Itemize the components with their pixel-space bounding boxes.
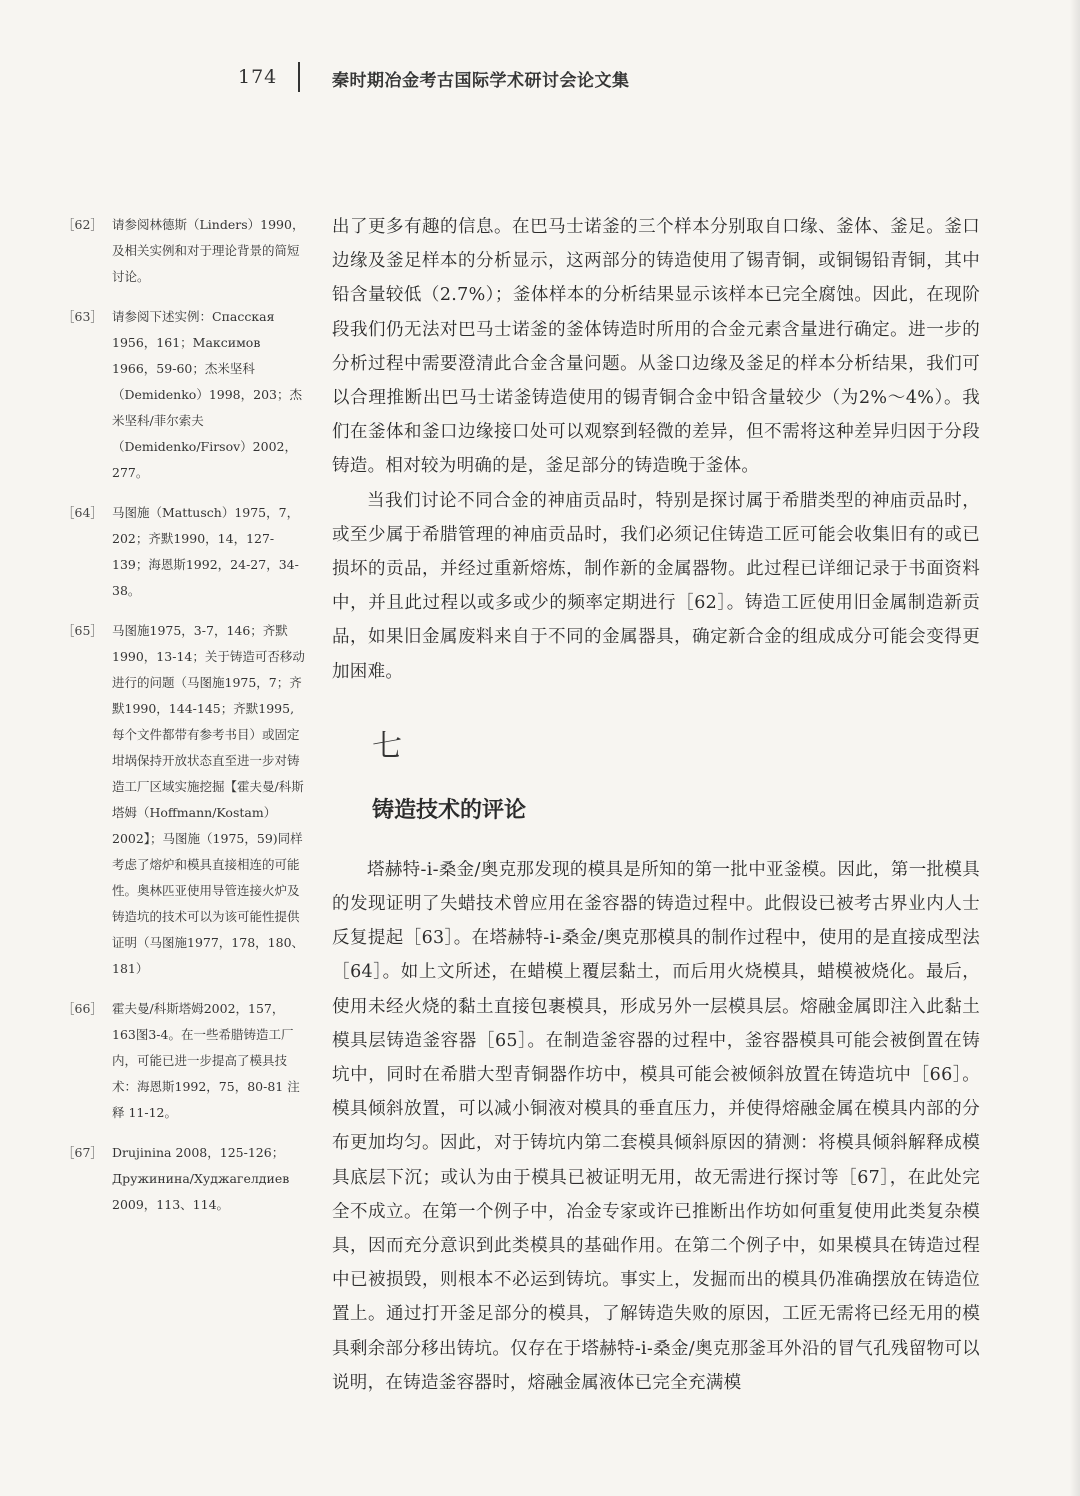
footnote-text: Drujinina 2008，125-126；Дружинина/Худжагелдиев 2009，113、114。 — [112, 1145, 290, 1212]
main-text-column — [332, 210, 980, 1400]
footnote — [60, 304, 305, 486]
footnotes-column — [60, 212, 305, 1232]
footnote — [60, 996, 305, 1126]
section-heading: 铸造技术的评论 — [372, 797, 527, 823]
footnote-number: ［64］ — [62, 505, 103, 520]
footnote — [60, 1140, 305, 1218]
body-paragraph: 当我们讨论不同合金的神庙贡品时，特别是探讨属于希腊类型的神庙贡品时，或至少属于希腊管理的神庙贡品时，我们必须记住铸造工匠可能会收集旧有的或已损坏的贡品，并经过重新熔炼，制作新的金属器物。此过程已详细记录于书面资料中，并且此过程以或多或少的频率定期进行［62］。铸造工匠使用旧金属制造新贡品，如果旧金属废料来自于不同的金属器具，确定新合金的组成成分可能会变得更加困难。 — [332, 490, 980, 682]
header-divider — [298, 62, 300, 92]
body-paragraph: 塔赫特-i-桑金/奥克那发现的模具是所知的第一批中亚釜模。因此，第一批模具的发现证明了失蜡技术曾应用在釜容器的铸造过程中。此假设已被考古界业内人士反复提起［63］。在塔赫特-i-桑金/奥克那模具的制作过程中，使用的是直接成型法［64］。如上文所述，在蜡模上覆层黏土，而后用火烧模具，蜡模被烧化。最后，使用未经火烧的黏土直接包裹模具，形成另外一层模具层。熔融金属即注入此黏土模具层铸造釜容器［65］。在制造釜容器的过程中，釜容器模具可能会被倒置在铸坑中，同时在希腊大型青铜器作坊中，模具可能会被倾斜放置在铸造坑中［66］。模具倾斜放置，可以减小铜液对模具的垂直压力，并使得熔融金属在模具内部的分布更加均匀。因此，对于铸坑内第二套模具倾斜原因的猜测：将模具倾斜解释成模具底层下沉；或认为由于模具已被证明无用，故无需进行探讨等［67］，在此处完全不成立。在第一个例子中，冶金专家或许已推断出作坊如何重复使用此类复杂模具，因而充分意识到此类模具的基础作用。在第二个例子中，如果模具在铸造过程中已被损毁，则根本不必运到铸坑。事实上，发掘而出的模具仍准确摆放在铸造位置上。通过打开釜足部分的模具，了解铸造失败的原因，工匠无需将已经无用的模具剩余部分移出铸坑。仅存在于塔赫特-i-桑金/奥克那釜耳外沿的冒气孔残留物可以说明，在铸造釜容器时，熔融金属液体已完全充满模 — [332, 859, 980, 1393]
footnote-number: ［62］ — [62, 217, 103, 232]
footnote — [60, 500, 305, 604]
page-header — [0, 62, 1080, 98]
footnote-text: 马图施（Mattusch）1975，7，202；齐默1990，14，127-139；海恩斯1992，24-27，34-38。 — [112, 505, 300, 598]
footnote-number: ［63］ — [62, 309, 103, 324]
page-edge-shadow — [1070, 0, 1080, 1496]
footnote-number: ［65］ — [62, 623, 103, 638]
footnote-number: ［66］ — [62, 1001, 103, 1016]
section-number: 七 — [372, 728, 402, 764]
footnote-number: ［67］ — [62, 1145, 103, 1160]
footnote-text: 请参阅下述实例：Спасская 1956，161；Максимов 1966，59-60；杰米坚科（Demidenko）1998，203；杰米坚科/菲尔索夫（Demidenko/Firsov）2002，277。 — [112, 309, 302, 480]
footnote — [60, 618, 305, 982]
footnote-text: 霍夫曼/科斯塔姆2002，157，163图3-4。在一些希腊铸造工厂内，可能已进一步提高了模具技术：海恩斯1992，75，80-81 注释 11-12。 — [112, 1001, 300, 1120]
book-title: 秦时期冶金考古国际学术研讨会论文集 — [332, 71, 630, 91]
page-number: 174 — [238, 66, 278, 88]
footnote-text: 请参阅林德斯（Linders）1990，及相关实例和对于理论背景的简短讨论。 — [112, 217, 305, 284]
footnote — [60, 212, 305, 290]
footnote-text: 马图施1975，3-7，146；齐默1990，13-14；关于铸造可否移动进行的问题（马图施1975，7；齐默1990，144-145；齐默1995,每个文件都带有参考书目）或固定坩埚保持开放状态直至进一步对铸造工厂区域实施挖掘【霍夫曼/科斯塔姆（Hoffmann/Kostam）2002】；马图施（1975，59)同样考虑了熔炉和模具直接相连的可能性。奥林匹亚使用导管连接火炉及铸造坑的技术可以为该可能性提供证明（马图施1977，178，180、181） — [112, 623, 305, 976]
body-paragraph: 出了更多有趣的信息。在巴马士诺釜的三个样本分别取自口缘、釜体、釜足。釜口边缘及釜足样本的分析显示，这两部分的铸造使用了锡青铜，或铜锡铅青铜，其中铅含量较低（2.7%）；釜体样本的分析结果显示该样本已完全腐蚀。因此，在现阶段我们仍无法对巴马士诺釜的釜体铸造时所用的合金元素含量进行确定。进一步的分析过程中需要澄清此合金含量问题。从釜口边缘及釜足的样本分析结果，我们可以合理推断出巴马士诺釜铸造使用的锡青铜合金中铅含量较少（为2%～4%）。我们在釜体和釜口边缘接口处可以观察到轻微的差异，但不需将这种差异归因于分段铸造。相对较为明确的是，釜足部分的铸造晚于釜体。 — [332, 217, 980, 477]
